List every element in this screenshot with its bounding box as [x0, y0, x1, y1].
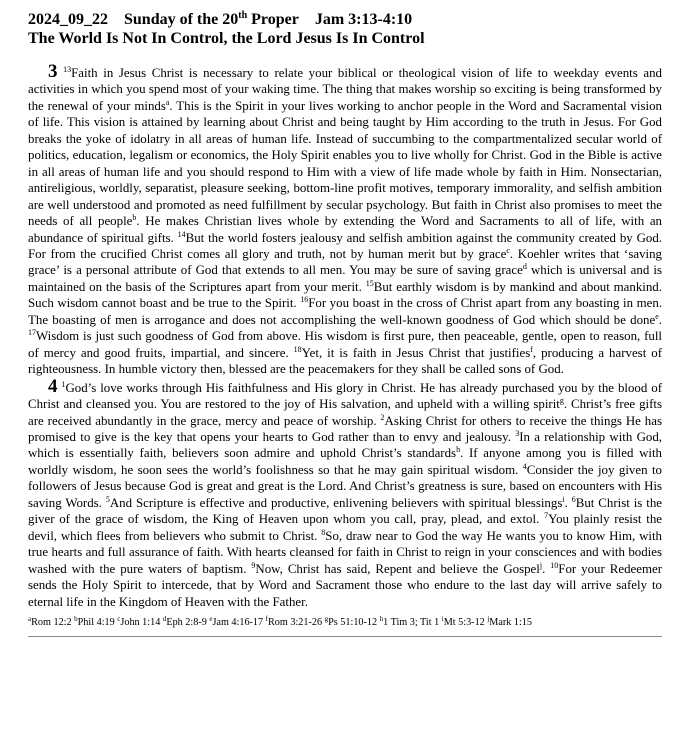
- verse-number: 3: [515, 428, 520, 438]
- footnote-marker: j: [539, 560, 543, 570]
- sermon-title: The World Is Not In Control, the Lord Jesus Is In Control: [28, 30, 425, 47]
- sermon-body: [28, 61, 663, 610]
- footnote: $^g$Ps 51:10-12: [324, 614, 378, 628]
- verse-number: 7: [544, 511, 549, 521]
- footnote: $^d$Eph 2:8-9: [162, 614, 207, 628]
- footnote: $^b$Phil 4:19: [74, 614, 115, 628]
- verse-number: 6: [571, 494, 576, 504]
- verse-number: 5: [105, 494, 110, 504]
- footnotes: [28, 616, 662, 630]
- sermon-date: 2024_09_22: [28, 11, 108, 28]
- sermon-scripture: Jam 3:13-4:10: [314, 11, 413, 28]
- footnote-marker: a: [165, 97, 170, 107]
- verse-number: 13: [63, 65, 72, 74]
- footnote: $^i$Mt 5:3-12: [441, 614, 485, 628]
- footnote-marker: f: [530, 344, 533, 354]
- verse-number: 17: [28, 328, 36, 338]
- footnote-marker: b: [132, 213, 137, 223]
- footnote-marker: h: [456, 445, 461, 455]
- bottom-rule: [28, 636, 662, 637]
- footnote-marker: d: [522, 262, 527, 272]
- footnote: $^j$Mark 1:15: [487, 614, 532, 628]
- footnote: $^f$Rom 3:21-26: [265, 614, 323, 628]
- footnote-marker: e: [655, 311, 659, 321]
- footnote-marker: g: [559, 396, 564, 406]
- sermon-heading: [28, 10, 662, 29]
- verse-number: 1: [61, 379, 66, 389]
- verse-number: 9: [251, 560, 256, 570]
- footnote: $^e$Jam 4:16-17: [209, 614, 264, 628]
- verse-number: 15: [365, 278, 374, 288]
- verse-number: 4: [522, 461, 527, 471]
- footnote: $^h$1 Tim 3; Tit 1: [379, 614, 440, 628]
- verse-number: 2: [380, 412, 385, 422]
- chapter-number: 3: [48, 61, 58, 82]
- document-page: [28, 10, 662, 637]
- verse-number: 10: [550, 560, 559, 570]
- footnote: $^a$Rom 12:2: [28, 614, 72, 628]
- chapter-number: 4: [48, 375, 58, 397]
- verse-number: 14: [177, 229, 186, 239]
- footnote-marker: i: [562, 494, 565, 504]
- verse-number: 8: [321, 527, 326, 537]
- chapter-3-paragraph: 3 $^{13}$Faith in Jesus Christ is necessary to relate your biblical or theological vision of life to weekday events and activities in which you spend most of your waking time. The thing that makes worship so exciting is being transformed by the renewal of your minds$^a$. This is the Spirit in your lives working to anchor people in the Word and Sacramental vision of life. This vision is attained by learning about Christ and being taught by Him according to the truth in Jesus. For God breaks the yoke of idolatry in all areas of human life. Instead of succumbing to the compartmentalized secular world of politics, education, legalism or economics, the Holy Spirit enables you to live wholly for Christ. God in the Bible is active in all areas of human life and you should respond to Him with a view of life made whole by faith in Him. Nonsectarian, antireligious, worldly, separatist, pleasure seeking, bottom-line profit motives, temporary immorality, and selfish ambition are well understood and promoted as need fulfillment by secular psychology. But faith in Christ also promises to meet the needs of all people$^b$. He makes Christian lives whole by extending the Word and Sacraments to all of life, with an abundance of spiritual gifts. $^{14}$But the world fosters jealousy and selfish ambition against the community created by God. For from the crucified Christ comes all glory and truth, not by human merit but by grace$^c$. Koehler writes that ‘saving grace’ is a personal attribute of God that extends to all men. You may be sure of saving grace$^d$ which is universal and is maintained on the basis of the Scriptures apart from your merit. $^{15}$But earthly wisdom is by mankind and about mankind. Such wisdom cannot boast and be true to the Spirit. $^{16}$For you boast in the cross of Christ apart from any boasting in men. The boasting of men is arrogance and does not accomplishing the well-known goodness of God which should be done$^e$. $^{17}$Wisdom is just such goodness of God from above. His wisdom is first pure, then peaceable, gentle, open to reason, full of mercy and good fruits, impartial, and sincere. $^{18}$Yet, it is faith in Jesus Christ that justifies$^f$, producing a harvest of righteousness. In humble victory then, blessed are the peacemakers for they shall be called sons of God.: [28, 61, 662, 377]
- footnote-marker: c: [506, 245, 510, 255]
- verse-number: 18: [293, 344, 302, 354]
- sermon-occasion: Sunday of the 20th Proper: [124, 10, 299, 28]
- chapter-4-paragraph: 4 $^1$God’s love works through His faithfulness and His glory in Christ. He has already purchased you by the blood of Christ and cleansed you. You are restored to the joy of His salvation, and upheld with a willing spirit$^g$. Christ’s free gifts are received abundantly in the grace, mercy and peace of worship. $^2$Asking Christ for others to receive the things He has promised to give is the key that opens your hearts to God rather than to envy and jealousy. $^3$In a relationship with God, which is essentially faith, believers soon admire and uphold Christ’s standards$^h$. If anyone among you is filled with worldly wisdom, he soon sees the world’s foolishness so that he may gain spiritual wisdom. $^4$Consider the joy given to followers of Jesus because God is great and great is the Lord. And Christ’s greatness is sure, based on encounters with His saving Words. $^5$And Scripture is effective and productive, enlivening believers with spiritual blessings$^i$. $^6$But Christ is the giver of the grace of wisdom, the King of Heaven upon whom you call, pray, plead, and extol. $^7$You plainly resist the devil, which flees from believers who submit to Christ. $^8$So, draw near to God the way He wants you to know Him, with true hearts and full assurance of faith. With hearts cleansed for faith in Christ to reign in your consciences and with bodies washed with the pure waters of baptism. $^9$Now, Christ has said, Repent and believe the Gospel$^j$. $^{10}$For your Redeemer sends the Holy Spirit to intercede, that by Word and Sacrament those who endure to the last day will arrive safely to eternal life in the Kingdom of Heaven with the Father.: [28, 375, 663, 609]
- footnote: $^c$John 1:14: [117, 614, 161, 628]
- verse-number: 16: [300, 295, 309, 305]
